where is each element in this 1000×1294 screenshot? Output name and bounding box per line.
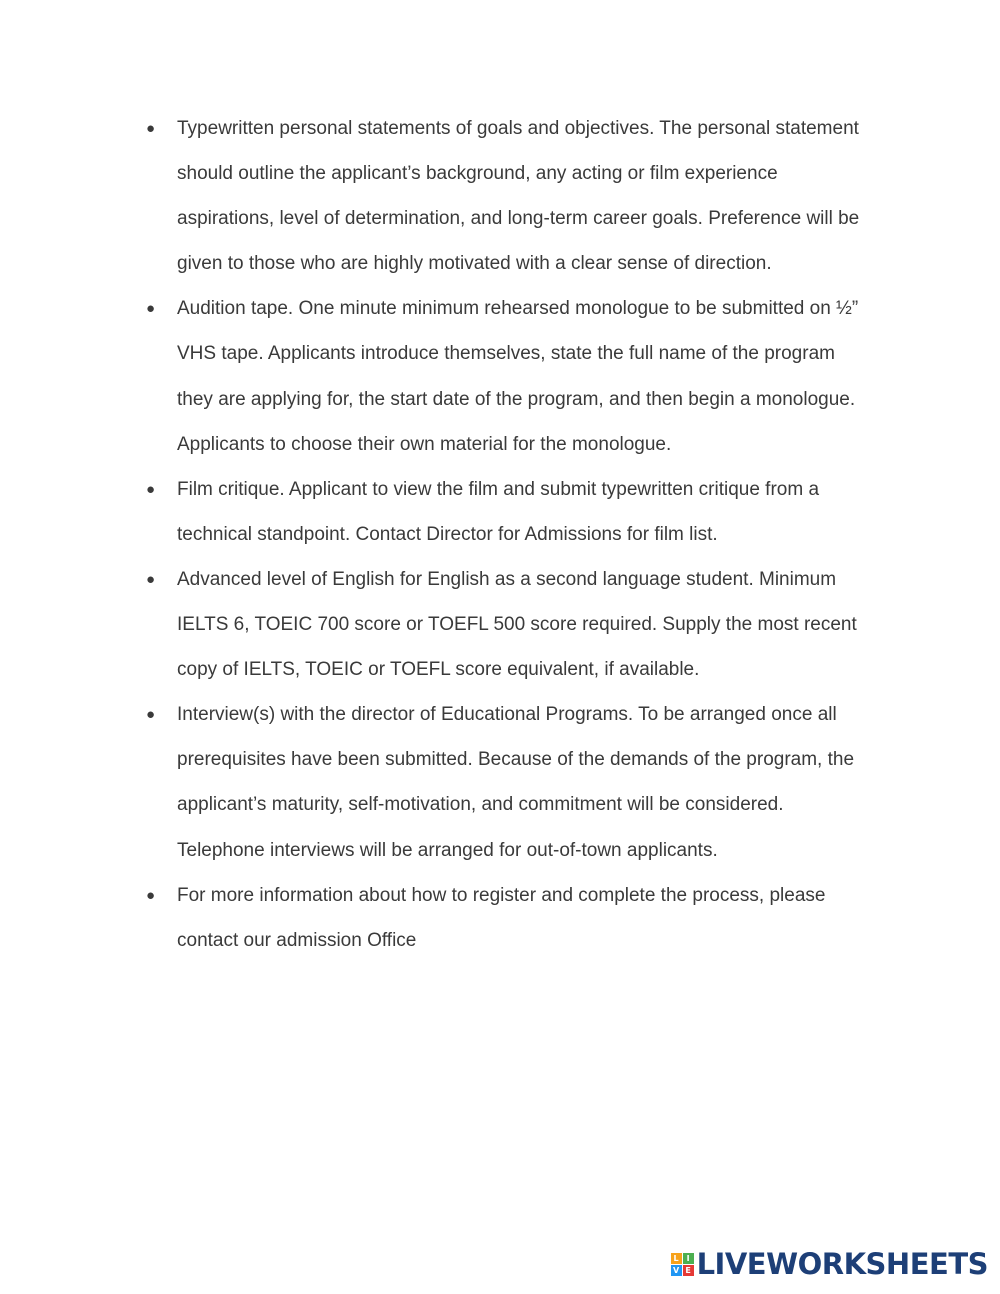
bullet-icon: ● [146,300,156,318]
requirement-text-line: given to those who are highly motivated with a clear sense of direction. [177,253,772,275]
requirement-text-line: should outline the applicant’s background, any acting or film experience [177,163,778,185]
requirement-text-line: Film critique. Applicant to view the film and submit typewritten critique from a [177,478,820,500]
requirement-text-line: Typewritten personal statements of goals and objectives. The personal statement [177,118,859,139]
requirement-text-line: copy of IELTS, TOEIC or TOEFL score equivalent, if available. [177,659,700,681]
requirement-text-line: applicant’s maturity, self-motivation, and commitment will be considered. [177,794,784,816]
bullet-icon: ● [146,480,156,498]
liveworksheets-logo[interactable] [671,1248,988,1280]
requirement-text-line: technical standpoint. Contact Director for Admissions for film list. [177,523,718,545]
logo-mark-letter: I [683,1253,694,1264]
requirement-text-line: Interview(s) with the director of Educational Programs. To be arranged once all [177,704,837,726]
requirement-text-line: they are applying for, the start date of the program, and then begin a monologue. [177,388,856,410]
requirement-text-line: prerequisites have been submitted. Because of the demands of the program, the [177,749,855,771]
requirement-text-line: For more information about how to register and complete the process, please [177,884,826,906]
requirement-text-line: aspirations, level of determination, and long-term career goals. Preference will be [177,208,860,230]
requirement-text-line: IELTS 6, TOEIC 700 score or TOEFL 500 score required. Supply the most recent [177,614,857,636]
requirement-text-line: Telephone interviews will be arranged for out-of-town applicants. [177,839,718,861]
bullet-icon: ● [146,120,156,137]
requirement-item [0,286,1000,466]
bullet-icon: ● [146,570,156,588]
requirement-text-line: contact our admission Office [177,929,417,951]
liveworksheets-logo-icon [671,1253,694,1276]
requirement-item [0,557,1000,692]
logo-mark-letter: V [671,1265,682,1276]
bullet-icon: ● [146,886,156,904]
requirement-item [0,873,1000,963]
requirement-text-line: VHS tape. Applicants introduce themselves, state the full name of the program [177,343,835,365]
logo-mark-letter: L [671,1253,682,1264]
requirement-text-line: Advanced level of English for English as a second language student. Minimum [177,568,837,590]
logo-wordmark: LIVEWORKSHEETS [696,1247,988,1281]
logo-mark-letter: E [683,1265,694,1276]
requirement-item [0,692,1000,872]
requirements-list [0,106,1000,963]
requirement-item [0,106,1000,286]
requirement-text-line: Audition tape. One minute minimum rehearsed monologue to be submitted on ½” [177,298,859,320]
requirement-item [0,467,1000,557]
bullet-icon: ● [146,706,156,724]
requirement-text-line: Applicants to choose their own material for the monologue. [177,433,672,455]
